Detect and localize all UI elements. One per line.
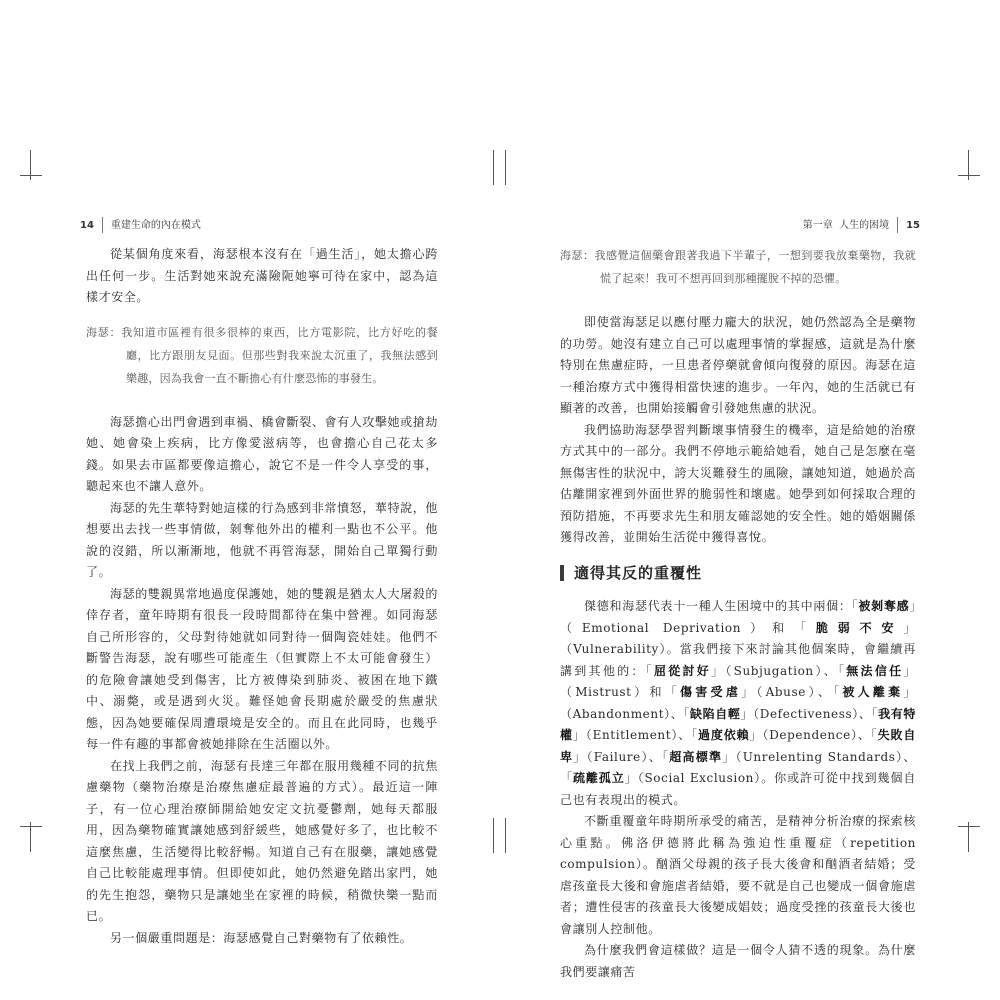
- section-heading: [560, 563, 916, 585]
- dialogue-quote: [560, 244, 916, 290]
- paragraph: 海瑟的先生華特對她這樣的行為感到非常憤怒，華特說，他想要出去找一些事情做，剝奪他外出的權利一點也不公平。他說的沒錯，所以漸漸地，他就不再管海瑟，開始自己單獨行動了。: [86, 500, 438, 579]
- right-page-number: 15: [906, 220, 920, 231]
- paragraph: 即使當海瑟足以應付壓力龐大的狀況，她仍然認為全是藥物的功勞。她沒有建立自己可以處理事情的掌握感，這就是為什麼特別在焦慮症時，一旦患者停藥就會傾向復發的原因。海瑟在這一種治療方式中獲得相當快速的進步。一年內，她的生活就已有顯著的改善，也開始接觸會引發她焦慮的狀況。: [560, 315, 916, 415]
- term: 屈從討好: [653, 663, 712, 678]
- term: 被人離棄: [842, 685, 904, 699]
- left-running-head: [80, 216, 201, 233]
- term: 過度依賴: [698, 728, 750, 742]
- paragraph: 另一個嚴重問題是：海瑟感覺自己對藥物有了依賴性。: [110, 930, 413, 945]
- crop-mark: [505, 150, 506, 185]
- right-running-head-title: 人生的困境: [839, 220, 890, 231]
- dialogue-quote: [86, 321, 438, 390]
- section-title: 適得其反的重覆性: [574, 563, 703, 582]
- quote-text: 我感覺這個藥會跟著我過下半輩子，一想到要我放棄藥物，我就慌了起來！我可不想再回到那種擺脫不掉的恐懼。: [594, 249, 916, 285]
- right-running-head: [803, 216, 920, 233]
- right-running-head-chapter: 第一章: [802, 220, 833, 231]
- quote-speaker: 海瑟：: [86, 325, 122, 339]
- term: 疏離孤立: [572, 771, 625, 785]
- crop-mark: [493, 818, 494, 853]
- paragraph: 為什麼我們會這樣做？這是一個令人猜不透的現象。為什麼我們要讓痛苦: [560, 943, 916, 979]
- paragraph: 在找上我們之前，海瑟有長達三年都在服用幾種不同的抗焦慮藥物（藥物治療是治療焦慮症最普遍的方式）。最近這一陣子，有一位心理治療師開給她安定文抗憂鬱劑，她每天都服用，因為藥物確實讓她感到舒緩些，她感覺好多了，也比較不這麼焦慮，生活變得比較舒暢。知道自己有在服藥，讓她感覺自己比較能處理事情。但即使如此，她仍然避免踏出家門，她的先生抱怨，藥物只是讓她坐在家裡的時候，稍微快樂一點而已。: [86, 758, 438, 923]
- crop-mark: [958, 175, 980, 176]
- term: 傷害受虐: [680, 685, 742, 699]
- term: 脆弱不安: [815, 620, 904, 635]
- crop-mark: [20, 175, 42, 176]
- left-page-number: 14: [80, 220, 94, 231]
- crop-mark: [505, 818, 506, 853]
- left-running-head-title: 重建生命的內在模式: [110, 220, 201, 231]
- term: 失敗自卑: [560, 728, 916, 764]
- header-divider: [897, 217, 898, 233]
- term: 無法信任: [846, 663, 904, 678]
- term: 超高標準: [669, 749, 723, 764]
- term: 被剝奪感: [858, 599, 910, 613]
- section-bar-icon: [560, 565, 564, 581]
- left-page-body: [86, 244, 438, 949]
- paragraph: 海瑟的雙親異常地過度保護她，她的雙親是猶太人大屠殺的倖存者，童年時期有很長一段時間都待在集中營裡。如同海瑟自己所形容的，父母對待她就如同對待一個陶瓷娃娃。他們不斷警告海瑟，說有哪些可能產生（但實際上不太可能會發生）的危險會讓她受到傷害，比方被傳染到肺炎、被困在地下鐵中、溺斃，或是遇到火災。難怪她會長期處於嚴受的焦慮狀態，因為她要確保周遭環境是安全的。而且在此同時，也幾乎每一件有趣的事都會被她排除在生活圈以外。: [86, 586, 438, 751]
- paragraph: 海瑟擔心出門會遇到車禍、橋會斷裂、會有人攻擊她或搶劫她、她會染上疾病，比方像愛滋病等，也會擔心自己花太多錢。如果去市區都要像這擔心，說它不是一件令人享受的事，聽起來也不讓人意外。: [86, 414, 438, 493]
- crop-mark: [958, 826, 980, 827]
- right-page-body: [560, 244, 916, 983]
- paragraph: 我們協助海瑟學習判斷壞事情發生的機率，這是給她的治療方式其中的一部分。我們不停地示範給她看，她自己是怎麼在毫無傷害性的狀況中，誇大災難發生的風險，讓她知道，她過於高估離開家裡到外面世界的脆弱性和壞處。她學到如何採取合理的預防措施，不再要求先生和朋友確認她的安全性。她的婚姻關係獲得改善，並開始生活從中獲得喜悅。: [560, 422, 916, 544]
- term: 我有特權: [560, 706, 916, 742]
- quote-text: 我知道市區裡有很多很棒的東西，比方電影院，比方好吃的餐廳，比方跟朋友見面。但那些對我來說太沉重了，我無法感到樂趣，因為我會一直不斷擔心有什麼恐怖的事發生。: [121, 325, 438, 385]
- crop-mark: [493, 150, 494, 185]
- paragraph-life-traps: 傑德和海瑟代表十一種人生困境中的其中兩個：「被剝奪感」（Emotional Deprivation）和「脆弱不安」（Vulnerability）。當我們接下來討論其他個案時，會繼續再講到其他的：「屈從討好」（Subjugation）、「無法信任」（Mistrust）和「傷害受虐」（Abuse）、「被人離棄」（Abandonment）、「缺陷自輕」（Defectiveness）、「我有特權」（Entitlement）、「過度依賴」（Dependence）、「失敗自卑」（Failure）、「超高標準」（Unrelenting Standards）、「疏離孤立」（Social Exclusion）。你或許可從中找到幾個自己也有表現出的模式。: [560, 599, 917, 807]
- term: 缺陷自輕: [690, 706, 741, 721]
- header-divider: [102, 217, 103, 233]
- quote-speaker: 海瑟：: [560, 249, 595, 262]
- paragraph: 從某個角度來看，海瑟根本沒有在「過生活」，她太擔心跨出任何一步。生活對她來說充滿險阨她寧可待在家中，認為這樣才安全。: [86, 247, 438, 304]
- crop-mark: [20, 826, 42, 827]
- paragraph: 不斷重覆童年時期所承受的痛苦，是精神分析治療的探索核心重點。佛洛伊德將此稱為強迫性重覆症（repetition compulsion）。酗酒父母親的孩子長大後會和酗酒者結婚；受虐孩童長大後和會施虐者結婚，要不就是自己也變成一個會施虐者；遭性侵害的孩童長大後變成娼妓；過度受挫的孩童長大後也會讓別人控制他。: [560, 814, 916, 936]
